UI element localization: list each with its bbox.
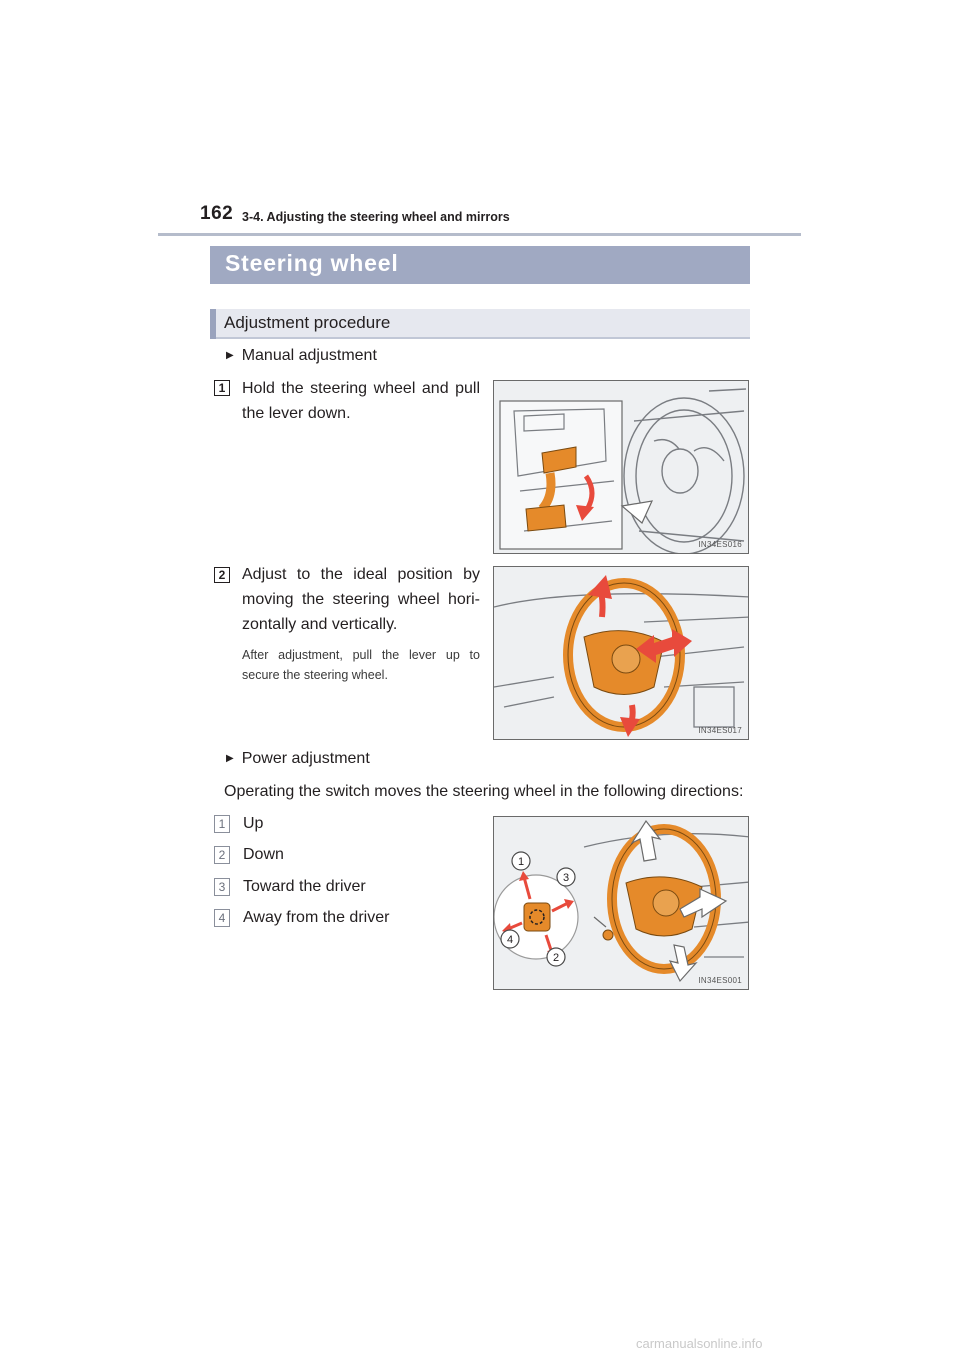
direction-number-1: 1 [214, 815, 230, 833]
switch-label-toward-text: 3 [562, 872, 570, 884]
direction-number-3: 3 [214, 878, 230, 896]
figure-code: IN34ES016 [698, 540, 742, 549]
step-1-text: Hold the steering wheel and pull the lever down. [242, 380, 480, 422]
section-path: 3-4. Adjusting the steering wheel and mirrors [242, 210, 510, 224]
direction-label-down: Down [243, 846, 284, 863]
figure-lever-illustration [493, 380, 749, 554]
power-intro: Operating the switch moves the steering wheel in the following directions: [224, 783, 744, 800]
step-2-text: Adjust to the ideal position by moving the steering wheel hori-zontally and vertically. [242, 566, 480, 633]
subheading: Adjustment procedure [224, 313, 391, 332]
triangle-bullet-icon: ▶ [226, 350, 234, 361]
switch-label-up-text: 1 [517, 856, 525, 868]
page-title: Steering wheel [225, 250, 399, 276]
watermark: carmanualsonline.info [636, 1336, 763, 1351]
step-2-note: After adjustment, pull the lever up to secure the steering wheel. [242, 648, 480, 682]
figure-code: IN34ES001 [698, 976, 742, 985]
direction-label-away: Away from the driver [243, 909, 390, 926]
direction-label-toward: Toward the driver [243, 878, 366, 895]
direction-number-2: 2 [214, 846, 230, 864]
header-rule [158, 233, 801, 236]
power-heading: ▶ Power adjustment [226, 750, 370, 767]
direction-label-up: Up [243, 815, 264, 832]
figure-wheel-adjust-illustration [493, 566, 749, 740]
step-number-2: 2 [214, 567, 230, 583]
manual-heading: ▶ Manual adjustment [226, 347, 377, 364]
switch-label-away-text: 4 [506, 934, 514, 946]
direction-number-4: 4 [214, 909, 230, 927]
subheading-accent [210, 309, 216, 339]
step-number-1: 1 [214, 380, 230, 396]
switch-label-down-text: 2 [552, 952, 560, 964]
figure-power-switch-illustration [493, 816, 749, 990]
page-number: 162 [200, 203, 234, 224]
figure-code: IN34ES017 [698, 726, 742, 735]
title-bar [210, 246, 750, 284]
triangle-bullet-icon: ▶ [226, 753, 234, 764]
subheading-bar [210, 309, 750, 339]
